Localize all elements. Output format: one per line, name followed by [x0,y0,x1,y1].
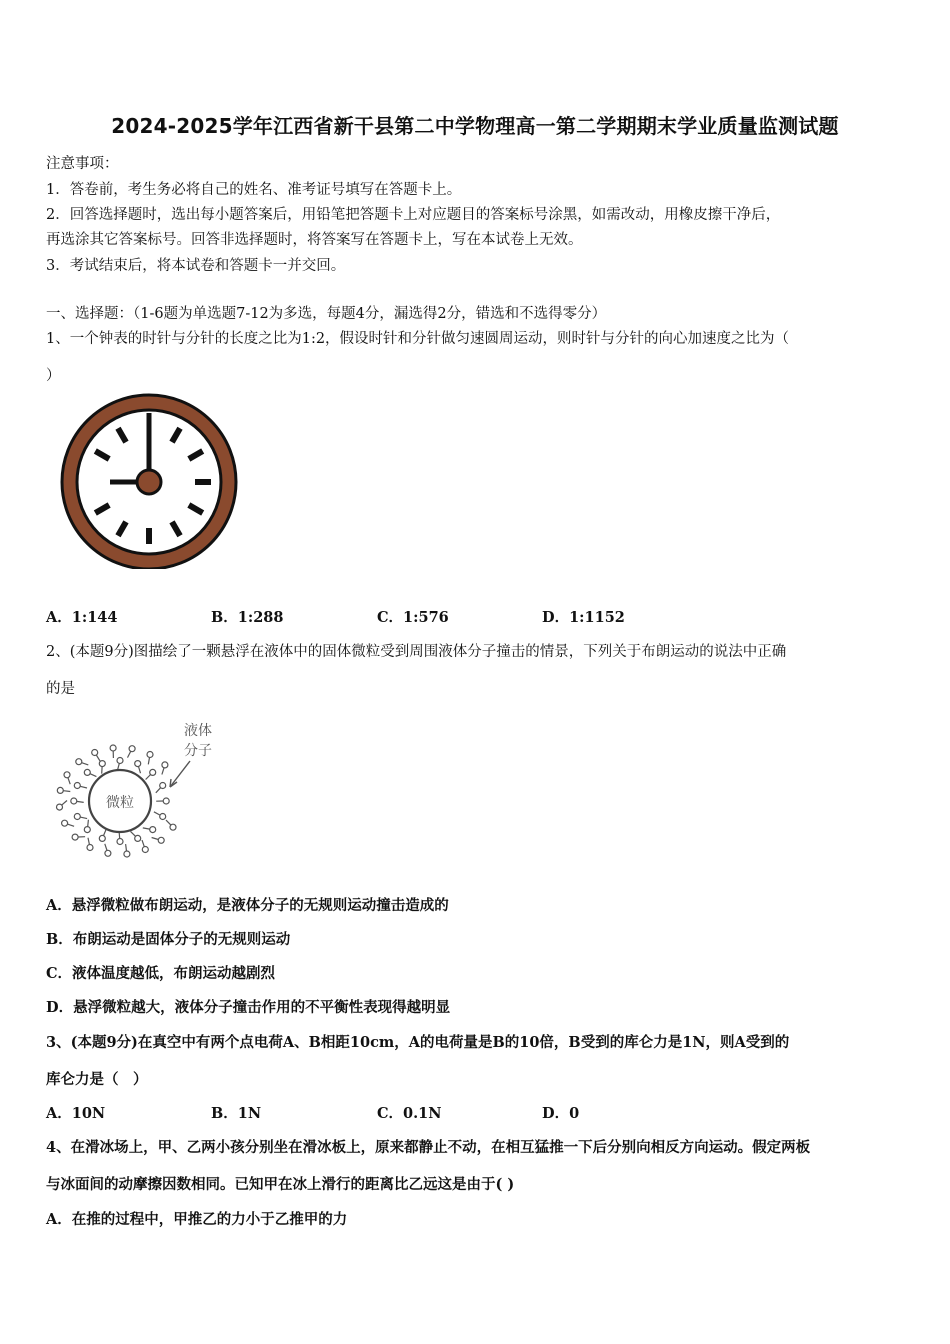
question-3-text: 3、(本题9分)在真空中有两个点电荷A、B相距10cm，A的电荷量是B的10倍，B受到的库仑力是1N，则A受到的 [46,1034,790,1051]
molecule-icon [57,804,63,810]
molecule-icon [117,758,123,764]
page-title: 2024-2025学年江西省新干县第二中学物理高一第二学期期末学业质量监测试题 [111,114,839,138]
molecule-arrow-icon [63,791,70,792]
molecule-arrow-icon [96,755,100,761]
molecule-arrow-icon [105,844,107,851]
question-3-text-cont: 库仑力是（ ） [46,1071,148,1088]
molecule-arrow-icon [156,788,161,793]
question-2-option-d[interactable]: D．悬浮微粒越大，液体分子撞击作用的不平衡性表现得越明显 [46,999,451,1016]
molecule-label-line1: 液体 [184,723,212,739]
question-2-option-b[interactable]: B．布朗运动是固体分子的无规则运动 [46,931,291,948]
molecule-arrow-icon [166,820,171,825]
question-1-option-c[interactable]: C．1:576 [377,609,449,626]
molecule-icon [142,847,148,853]
notice-item: 3．考试结束后，将本试卷和答题卡一并交回。 [46,258,346,274]
molecule-icon [62,820,68,826]
question-1-text-cont: ） [46,368,61,384]
question-2-option-c[interactable]: C．液体温度越低，布朗运动越剧烈 [46,965,276,982]
molecule-arrow-icon [154,812,160,815]
molecule-label-line2: 分子 [184,743,212,759]
molecule-icon [84,769,90,775]
molecule-icon [76,759,82,765]
molecule-icon [84,827,90,833]
molecule-icon [163,798,169,804]
molecule-icon [129,746,135,752]
notice-item: 1．答卷前，考生务必将自己的姓名、准考证号填写在答题卡上。 [46,182,462,198]
question-3-option-d[interactable]: D．0 [542,1105,580,1122]
molecule-arrow-icon [146,775,151,780]
question-3-option-a[interactable]: A．10N [46,1105,106,1122]
molecule-icon [135,835,141,841]
question-1-option-b[interactable]: B．1:288 [211,609,284,626]
molecule-icon [150,827,156,833]
molecule-icon [105,850,111,856]
clock-center-icon [137,470,161,494]
molecule-arrow-icon [88,838,89,845]
molecule-arrow-icon [148,758,149,765]
molecule-arrow-icon [80,786,87,788]
clock-tick-icon [195,479,211,485]
molecule-icon [170,824,176,830]
question-3-option-c[interactable]: C．0.1N [377,1105,442,1122]
molecule-icon [160,814,166,820]
clock-figure [58,393,240,569]
molecule-arrow-icon [152,838,159,840]
molecule-arrow-icon [88,820,89,827]
molecule-arrow-icon [139,767,141,774]
molecule-icon [74,783,80,789]
question-2-option-a[interactable]: A．悬浮微粒做布朗运动，是液体分子的无规则运动撞击造成的 [46,897,449,914]
molecule-icon [158,837,164,843]
molecule-icon [72,834,78,840]
molecule-arrow-icon [104,829,107,835]
molecule-icon [92,750,98,756]
molecule-icon [71,798,77,804]
question-4-text-cont: 与冰面间的动摩擦因数相同。已知甲在冰上滑行的距离比乙远这是由于( ) [46,1176,515,1193]
brownian-motion-figure [50,715,225,865]
molecule-icon [99,835,105,841]
molecule-icon [124,851,130,857]
molecule-icon [57,787,63,793]
molecule-arrow-icon [162,768,164,775]
molecule-arrow-icon [82,763,89,765]
particle-label: 微粒 [106,795,134,811]
molecule-arrow-icon [80,817,87,819]
molecule-icon [64,772,70,778]
molecule-arrow-icon [142,840,144,847]
molecule-icon [99,761,105,767]
question-1-option-a[interactable]: A．1:144 [46,609,118,626]
question-4-text: 4、在滑冰场上，甲、乙两小孩分别坐在滑冰板上，原来都静止不动，在相互猛推一下后分别向相反方向运动。假定两板 [46,1139,811,1156]
question-1-option-d[interactable]: D．1:1152 [542,609,625,626]
notice-heading: 注意事项： [46,156,119,172]
molecule-arrow-icon [67,824,74,826]
molecule-icon [162,762,168,768]
clock-tick-icon [146,528,152,544]
question-4-option-a[interactable]: A．在推的过程中，甲推乙的力小于乙推甲的力 [46,1211,348,1228]
molecule-icon [147,752,153,758]
molecule-icon [110,745,116,751]
question-2-text-cont: 的是 [46,681,75,697]
molecule-arrow-icon [131,831,136,836]
molecule-icon [135,761,141,767]
molecule-arrow-icon [143,828,150,829]
notice-item: 2．回答选择题时，选出每小题答案后，用铅笔把答题卡上对应题目的答案标号涂黑，如需改动，用橡皮擦干净后， [46,207,781,223]
molecule-icon [117,839,123,845]
question-3-option-b[interactable]: B．1N [211,1105,262,1122]
molecule-arrow-icon [126,844,127,851]
question-1-text: 1、一个钟表的时针与分针的长度之比为1:2，假设时针和分针做匀速圆周运动，则时针与分针的向心加速度之比为（ [46,331,790,347]
notice-item: 再选涂其它答案标号。回答非选择题时，将答案写在答题卡上，写在本试卷上无效。 [46,232,583,248]
molecule-arrow-icon [128,751,131,757]
molecule-icon [87,845,93,851]
molecule-arrow-icon [77,801,84,802]
molecule-arrow-icon [62,801,67,806]
molecule-arrow-icon [90,774,96,777]
molecule-icon [74,814,80,820]
section-heading: 一、选择题：（1-6题为单选题7-12为多选，每题4分，漏选得2分，错选和不选得零分） [46,306,607,322]
label-pointer-icon [170,761,190,787]
question-2-text: 2、(本题9分)图描绘了一颗悬浮在液体中的固体微粒受到周围液体分子撞击的情景，下列关于布朗运动的说法中正确 [46,644,787,660]
molecule-icon [160,783,166,789]
molecule-arrow-icon [68,778,70,785]
